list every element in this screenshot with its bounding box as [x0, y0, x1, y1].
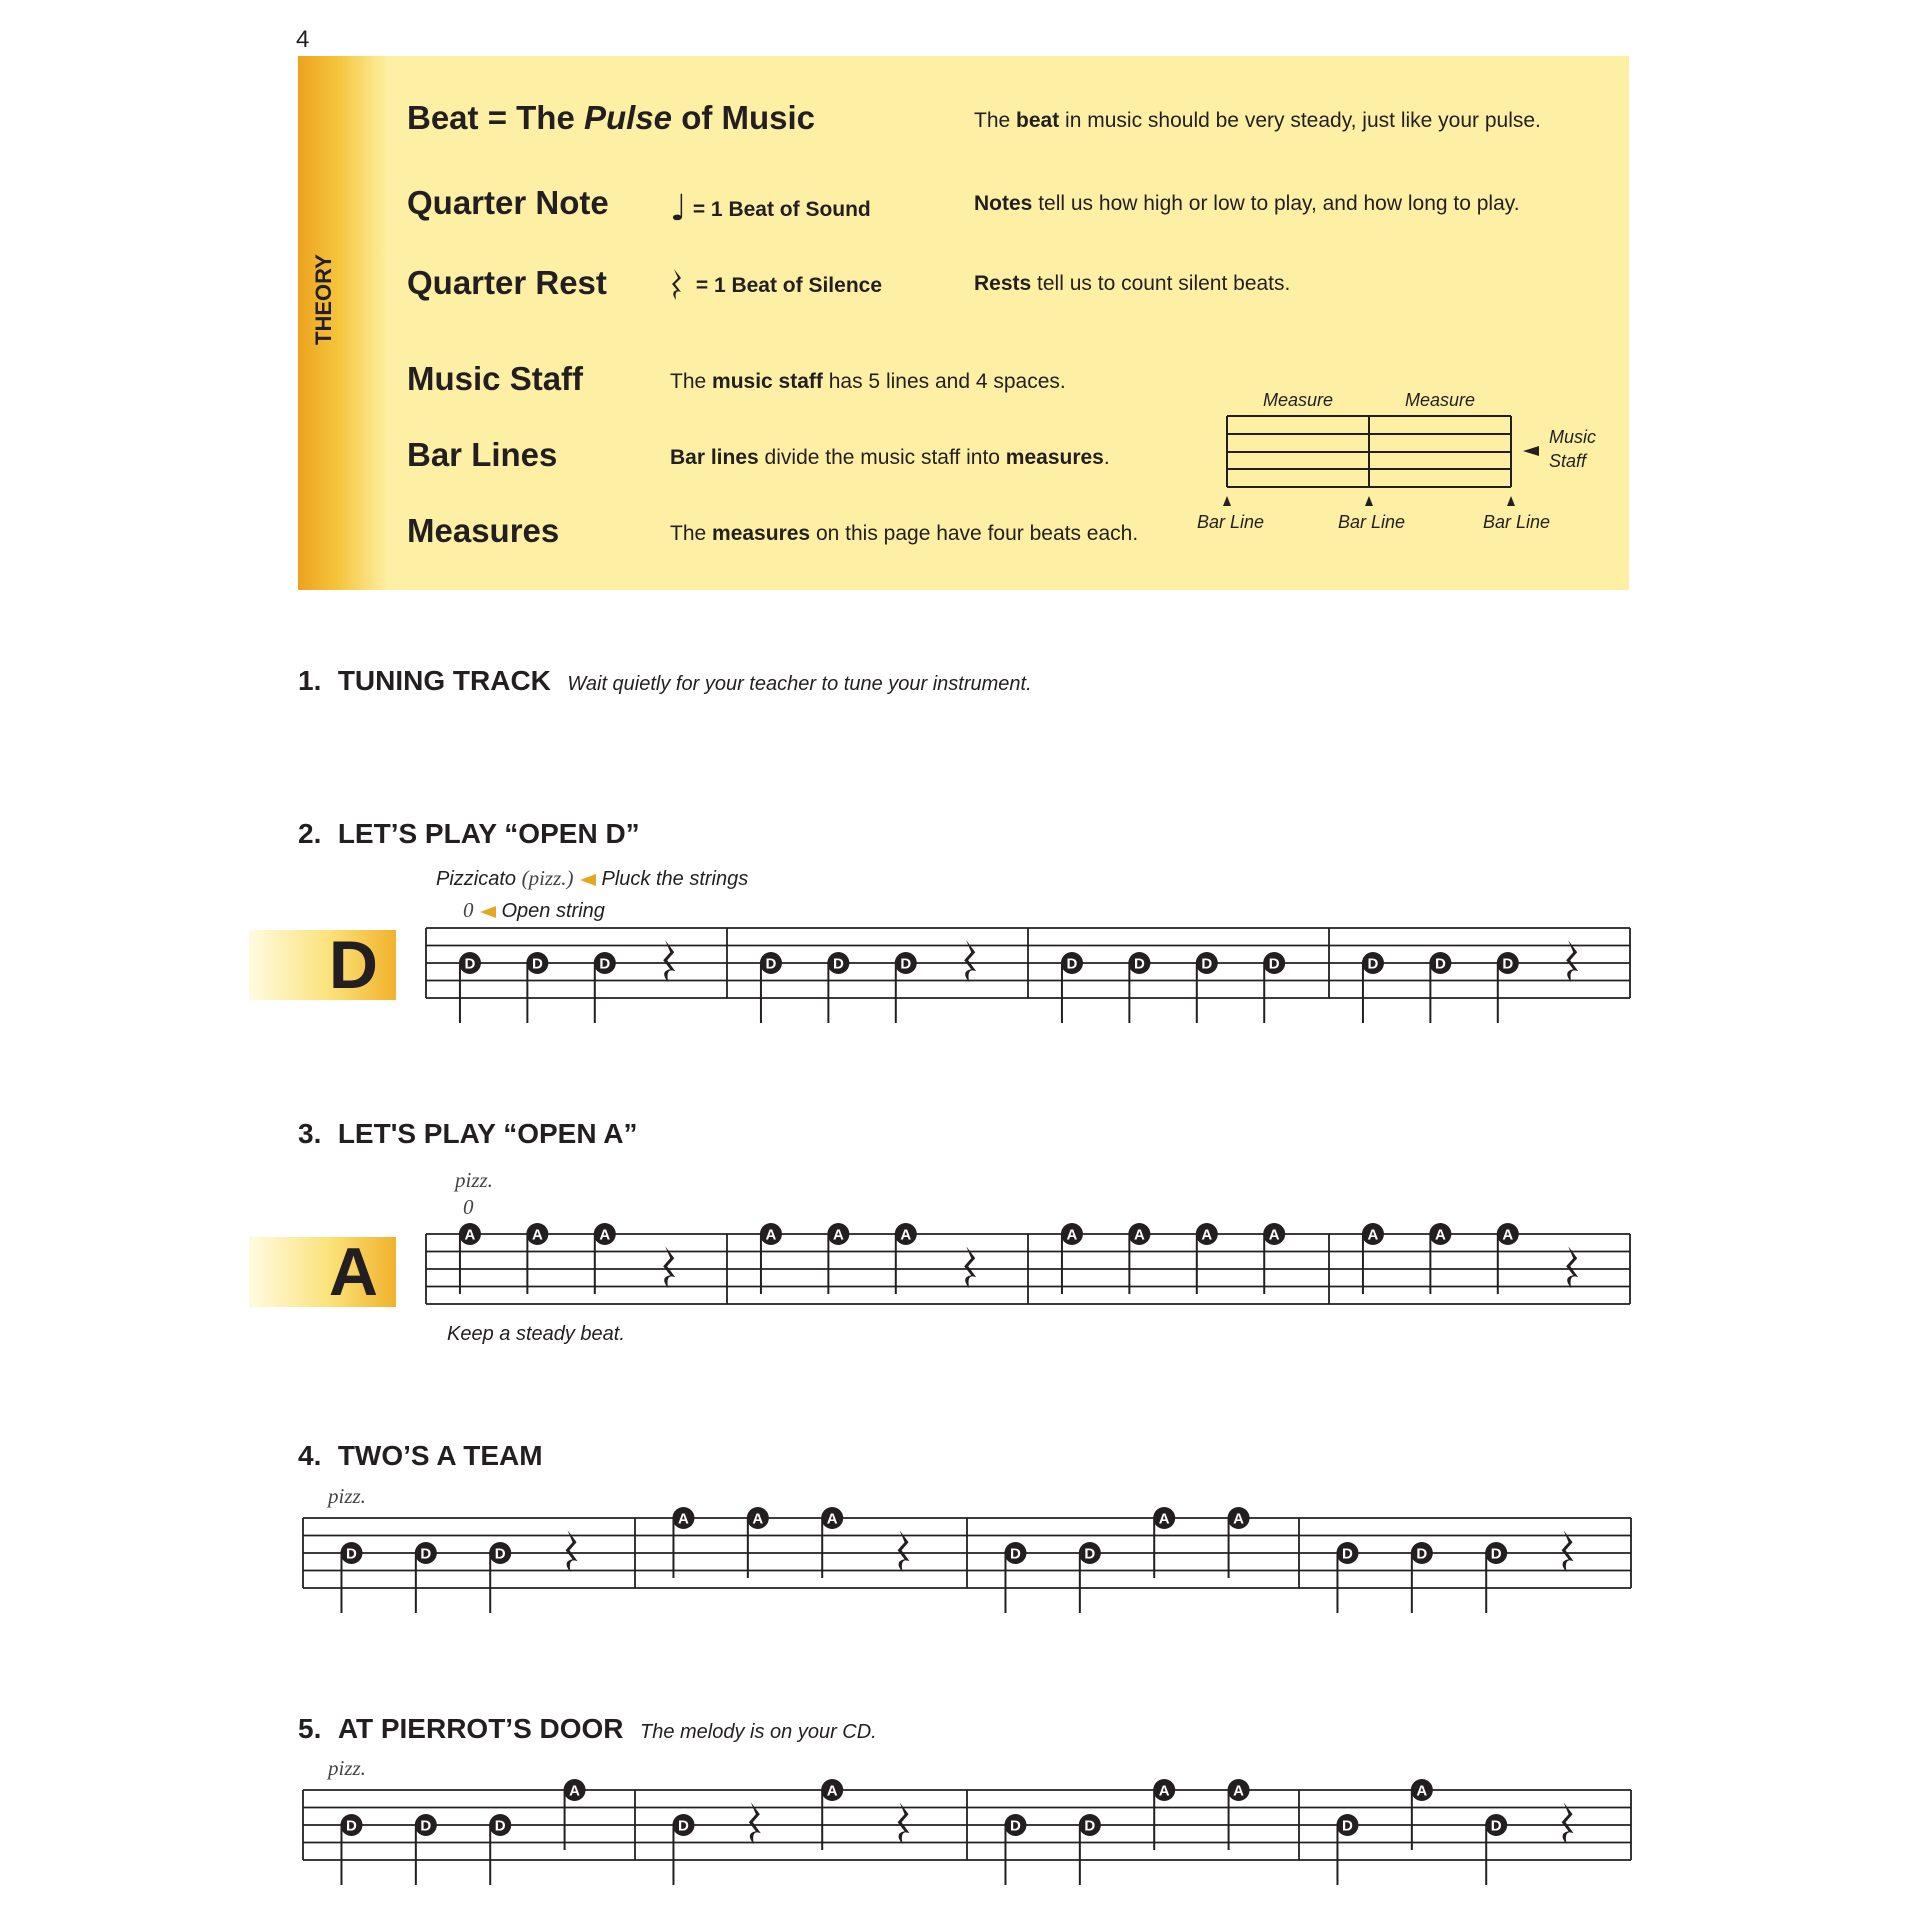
note-letter: A	[678, 1510, 689, 1528]
quarter-note-value: = 1 Beat of Sound	[692, 198, 871, 221]
note-letter: A	[1233, 1510, 1244, 1528]
quarter-rest	[1566, 940, 1578, 982]
note-letter: A	[1434, 1226, 1446, 1244]
quarter-rest-icon	[670, 268, 684, 302]
note-letter: D	[1502, 955, 1514, 973]
bold-term: measures	[712, 522, 811, 545]
note-letter: A	[1158, 1510, 1170, 1528]
desc-text: on this page have four beats each.	[810, 522, 1139, 545]
theory-desc	[974, 272, 1290, 296]
measure-label: Measure	[1405, 390, 1476, 410]
note-d	[1485, 1814, 1507, 1885]
note-d	[1128, 952, 1150, 1023]
note-d	[459, 952, 481, 1023]
arrow-left-icon	[1523, 446, 1539, 456]
note-d	[340, 1542, 362, 1613]
quarter-rest	[1562, 1530, 1574, 1572]
note-letter: A	[1416, 1782, 1428, 1800]
note-a	[1196, 1223, 1218, 1294]
note-a	[1263, 1223, 1285, 1294]
theory-desc	[670, 370, 1066, 394]
note-d	[1411, 1542, 1433, 1613]
bold-term: measures	[1005, 446, 1104, 469]
note-letter: D	[900, 955, 912, 973]
note-a	[827, 1223, 849, 1294]
note-letter: D	[1434, 955, 1446, 973]
note-a	[1362, 1223, 1384, 1294]
exercise-title: AT PIERROT’S DOOR	[337, 1713, 624, 1744]
note-letter: A	[1201, 1226, 1213, 1244]
exercise-number: 4.	[298, 1440, 322, 1471]
desc-text: tell us to count silent beats.	[1031, 272, 1291, 295]
note-a	[1429, 1223, 1451, 1294]
note-letter: D	[678, 1817, 689, 1835]
note-letter: D	[1010, 1545, 1021, 1563]
theory-heading-bar-lines: Bar Lines	[407, 436, 558, 473]
open-string-symbol: 0	[463, 1195, 474, 1219]
note-letter: D	[1490, 1817, 1502, 1835]
note-a	[459, 1223, 481, 1294]
theory-heading-music-staff: Music Staff	[407, 360, 584, 397]
note-a	[821, 1507, 843, 1578]
note-d	[1336, 1814, 1358, 1885]
note-letter: D	[1367, 955, 1379, 973]
bar-line-label: Bar Line	[1483, 512, 1551, 532]
note-letter: D	[599, 955, 611, 973]
quarter-rest	[663, 1246, 675, 1288]
desc-text: The	[974, 109, 1017, 132]
pizzicato-label: Pizzicato	[436, 868, 517, 890]
page-number: 4	[296, 26, 310, 53]
pizz-marking: pizz.	[328, 1756, 366, 1780]
theory-label: THEORY	[311, 254, 336, 345]
bar-line-label: Bar Line	[1197, 512, 1265, 532]
staff-diagram	[1223, 414, 1583, 514]
note-d	[1263, 952, 1285, 1023]
note-letter: A	[1233, 1782, 1244, 1800]
note-letter: D	[1342, 1817, 1353, 1835]
bold-term: music staff	[712, 370, 823, 393]
arrow-up-icon	[1365, 496, 1373, 506]
theory-desc	[670, 446, 1110, 470]
note-d	[1004, 1814, 1026, 1885]
note-a	[672, 1507, 694, 1578]
note-d	[1336, 1542, 1358, 1613]
exercise-title: LET’S PLAY “OPEN D”	[337, 818, 640, 849]
note-letter: D	[494, 1545, 506, 1563]
note-d	[340, 1814, 362, 1885]
note-letter: A	[752, 1510, 764, 1528]
exercise-subtitle: The melody is on your CD.	[639, 1721, 877, 1743]
note-letter: A	[1268, 1226, 1280, 1244]
exercise-title: TWO’S A TEAM	[337, 1440, 543, 1471]
quarter-rest-equation	[670, 268, 882, 302]
music-staff-label-2: Staff	[1549, 451, 1587, 471]
quarter-rest	[566, 1530, 578, 1572]
exercise-number: 1.	[298, 665, 322, 696]
quarter-rest	[898, 1802, 910, 1844]
note-letter: D	[1133, 955, 1145, 973]
note-letter: D	[494, 1817, 506, 1835]
note-a	[1153, 1779, 1175, 1850]
note-letter: A	[900, 1226, 912, 1244]
note-d	[1485, 1542, 1507, 1613]
note-letter: D	[1342, 1545, 1353, 1563]
note-d	[489, 1542, 511, 1613]
exercise-number: 5.	[298, 1713, 322, 1744]
note-d	[1061, 952, 1083, 1023]
note-d	[415, 1542, 437, 1613]
exercise-title: TUNING TRACK	[337, 665, 551, 696]
string-badge-d	[249, 927, 396, 1003]
pizz-marking: pizz.	[328, 1484, 366, 1508]
note-d	[1004, 1542, 1026, 1613]
quarter-rest	[663, 940, 675, 982]
exercise-5-header	[298, 1713, 877, 1745]
note-a	[1061, 1223, 1083, 1294]
desc-text: divide the music staff into	[758, 446, 1006, 469]
note-letter: A	[1502, 1226, 1514, 1244]
note-letter: D	[832, 955, 844, 973]
exercise-footnote: Keep a steady beat.	[447, 1323, 625, 1345]
bold-term: Rests	[974, 272, 1032, 295]
theory-heading-measures: Measures	[407, 512, 560, 549]
pluck-note: Pluck the strings	[601, 868, 749, 890]
bold-term: Bar lines	[670, 446, 759, 469]
theory-heading-beat	[407, 99, 815, 137]
quarter-rest	[964, 940, 976, 982]
note-letter: A	[1158, 1782, 1170, 1800]
note-letter: A	[531, 1226, 543, 1244]
quarter-rest	[1566, 1246, 1578, 1288]
measure-label: Measure	[1263, 390, 1334, 410]
note-d	[489, 1814, 511, 1885]
desc-text: tell us how high or low to play, and how long to play.	[1032, 192, 1520, 215]
note-letter: D	[1084, 1817, 1096, 1835]
desc-text: .	[1103, 446, 1110, 469]
theory-heading-quarter-note: Quarter Note	[407, 184, 609, 221]
quarter-rest-value: = 1 Beat of Silence	[695, 274, 883, 297]
theory-desc	[974, 109, 1541, 133]
desc-text: The	[670, 370, 713, 393]
exercise-2-header	[298, 818, 640, 850]
quarter-rest	[749, 1802, 761, 1844]
exercise-number: 2.	[298, 818, 322, 849]
note-letter: D	[346, 1817, 357, 1835]
badge-letter: D	[328, 927, 378, 1003]
note-d	[827, 952, 849, 1023]
quarter-rest	[898, 1530, 910, 1572]
note-a	[1128, 1223, 1150, 1294]
desc-text: in music should be very steady, just like your pulse.	[1059, 109, 1541, 132]
exercise-number: 3.	[298, 1118, 322, 1149]
open-string-symbol: 0	[463, 898, 474, 922]
theory-box	[298, 56, 1629, 590]
exercise-5-staff	[302, 1775, 1632, 1890]
note-a	[564, 1779, 586, 1850]
note-a	[1153, 1507, 1175, 1578]
string-badge-a	[249, 1234, 396, 1310]
note-letter: D	[420, 1817, 432, 1835]
exercise-3-staff	[425, 1219, 1631, 1334]
desc-text: has 5 lines and 4 spaces.	[822, 370, 1066, 393]
pizz-marking: pizz.	[455, 1168, 493, 1192]
theory-heading-quarter-rest: Quarter Rest	[407, 264, 607, 301]
desc-text: The	[670, 522, 713, 545]
note-letter: A	[569, 1782, 580, 1800]
bar-line-label: Bar Line	[1338, 512, 1406, 532]
heading-part: Beat = The	[407, 99, 584, 136]
note-letter: D	[1010, 1817, 1021, 1835]
note-d	[1429, 952, 1451, 1023]
note-a	[1497, 1223, 1519, 1294]
note-d	[1079, 1542, 1101, 1613]
arrow-up-icon	[1223, 496, 1231, 506]
heading-part: of Music	[672, 99, 816, 136]
note-a	[747, 1507, 769, 1578]
exercise-subtitle: Wait quietly for your teacher to tune your instrument.	[567, 673, 1032, 695]
note-d	[1362, 952, 1384, 1023]
note-d	[1079, 1814, 1101, 1885]
pizz-abbreviation: (pizz.)	[521, 866, 574, 890]
note-a	[895, 1223, 917, 1294]
open-string-note: Open string	[501, 900, 605, 922]
quarter-note-icon: ♩	[670, 188, 687, 229]
note-letter: D	[1084, 1545, 1096, 1563]
note-letter: D	[420, 1545, 432, 1563]
note-d	[1497, 952, 1519, 1023]
heading-part-italic: Pulse	[583, 99, 673, 136]
note-letter: D	[346, 1545, 357, 1563]
exercise-3-header	[298, 1118, 638, 1150]
note-letter: D	[464, 955, 476, 973]
pizzicato-annotation	[436, 866, 748, 891]
quarter-note-equation	[670, 188, 871, 229]
note-a	[1411, 1779, 1433, 1850]
note-letter: A	[826, 1510, 838, 1528]
exercise-2-staff	[425, 913, 1631, 1028]
quarter-rest	[964, 1246, 976, 1288]
exercise-4-header	[298, 1440, 543, 1472]
note-a	[760, 1223, 782, 1294]
note-letter: D	[1268, 955, 1280, 973]
badge-letter: A	[328, 1234, 378, 1310]
note-letter: D	[1201, 955, 1213, 973]
note-d	[1196, 952, 1218, 1023]
note-d	[895, 952, 917, 1023]
arrow-up-icon	[1507, 496, 1515, 506]
exercise-1-header	[298, 665, 1032, 697]
exercise-4-staff	[302, 1503, 1632, 1618]
bold-term: beat	[1016, 109, 1060, 132]
note-letter: A	[765, 1226, 777, 1244]
note-letter: D	[1416, 1545, 1428, 1563]
note-d	[672, 1814, 694, 1885]
note-a	[1228, 1779, 1250, 1850]
note-d	[760, 952, 782, 1023]
note-a	[821, 1779, 843, 1850]
note-letter: A	[826, 1782, 838, 1800]
note-letter: D	[765, 955, 777, 973]
note-d	[526, 952, 548, 1023]
theory-desc	[670, 522, 1138, 546]
note-a	[594, 1223, 616, 1294]
note-letter: A	[1133, 1226, 1145, 1244]
note-letter: A	[1367, 1226, 1379, 1244]
bold-term: Notes	[974, 192, 1033, 215]
note-letter: D	[1490, 1545, 1502, 1563]
pointer-icon	[580, 874, 596, 886]
theory-desc	[974, 192, 1520, 216]
music-staff-label-1: Music	[1549, 427, 1597, 447]
note-letter: D	[531, 955, 543, 973]
note-letter: A	[599, 1226, 611, 1244]
quarter-rest	[1562, 1802, 1574, 1844]
note-a	[1228, 1507, 1250, 1578]
note-letter: A	[464, 1226, 476, 1244]
note-letter: A	[832, 1226, 844, 1244]
note-letter: A	[1066, 1226, 1078, 1244]
note-d	[594, 952, 616, 1023]
exercise-title: LET'S PLAY “OPEN A”	[337, 1118, 638, 1149]
note-letter: D	[1066, 955, 1078, 973]
note-a	[526, 1223, 548, 1294]
note-d	[415, 1814, 437, 1885]
